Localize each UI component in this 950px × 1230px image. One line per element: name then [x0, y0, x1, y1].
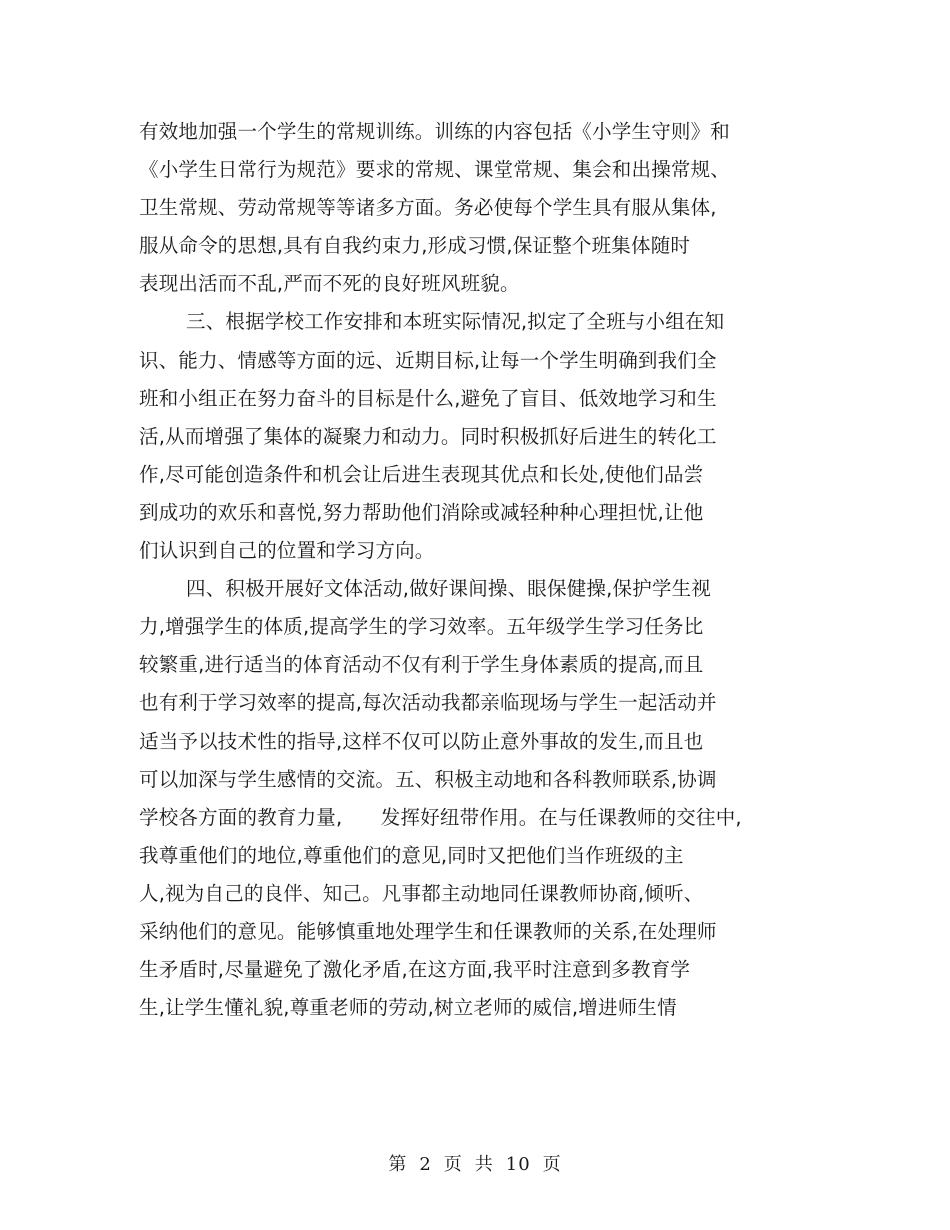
- text-line: 服从命令的思想,具有自我约束力,形成习惯,保证整个班集体随时: [139, 234, 691, 258]
- footer-total-prefix: 共: [474, 1154, 494, 1175]
- text-line: 学校各方面的教育力量, 发挥好纽带作用。在与任课教师的交往中,: [139, 805, 742, 829]
- text-line: 班和小组正在努力奋斗的目标是什么,避免了盲目、低效地学习和生: [139, 386, 717, 410]
- text-line: 可以加深与学生感情的交流。五、积极主动地和各科教师联系,协调: [139, 767, 717, 791]
- text-line: 卫生常规、劳动常规等等诸多方面。务必使每个学生具有服从集体,: [139, 196, 717, 220]
- footer-suffix: 页: [542, 1154, 562, 1175]
- paragraph-start-line: 四、积极开展好文体活动,做好课间操、眼保健操,保护学生视: [186, 577, 711, 601]
- page-footer: [0, 1150, 950, 1176]
- text-line: 我尊重他们的地位,尊重他们的意见,同时又把他们当作班级的主: [139, 843, 684, 867]
- footer-prefix: 第: [388, 1154, 408, 1175]
- document-body: [139, 113, 779, 1027]
- text-line: 力,增强学生的体质,提高学生的学习效率。五年级学生学习任务比: [139, 615, 704, 639]
- text-line: 有效地加强一个学生的常规训练。训练的内容包括《小学生守则》和: [139, 120, 731, 143]
- text-line: 表现出活而不乱,严而不死的良好班风班貌。: [139, 272, 520, 296]
- footer-current-page: 2: [419, 1154, 432, 1175]
- text-line: 《小学生日常行为规范》要求的常规、课堂常规、集会和出操常规、: [139, 158, 731, 182]
- text-line: 较繁重,进行适当的体育活动不仅有利于学生身体素质的提高,而且: [139, 653, 704, 677]
- text-line: 适当予以技术性的指导,这样不仅可以防止意外事故的发生,而且也: [139, 729, 704, 753]
- paragraph-start-line: 三、根据学校工作安排和本班实际情况,拟定了全班与小组在知: [186, 310, 725, 334]
- text-line: 活,从而增强了集体的凝聚力和动力。同时积极抓好后进生的转化工: [139, 424, 717, 448]
- text-line: 生矛盾时,尽量避免了激化矛盾,在这方面,我平时注意到多教育学: [139, 958, 691, 982]
- text-line: 到成功的欢乐和喜悦,努力帮助他们消除或减轻种种心理担忧,让他: [139, 500, 704, 524]
- footer-total-pages: 10: [505, 1154, 531, 1175]
- text-line: 采纳他们的意见。能够慎重地处理学生和任课教师的关系,在处理师: [139, 919, 717, 943]
- text-line: 生,让学生懂礼貌,尊重老师的劳动,树立老师的威信,增进师生情: [139, 996, 677, 1020]
- text-line: 也有利于学习效率的提高,每次活动我都亲临现场与学生一起活动并: [139, 691, 717, 715]
- text-line: 人,视为自己的良伴、知己。凡事都主动地同任课教师协商,倾听、: [139, 881, 704, 905]
- footer-page-word: 页: [443, 1154, 463, 1175]
- text-line: 识、能力、情感等方面的远、近期目标,让每一个学生明确到我们全: [139, 348, 717, 372]
- text-line: 们认识到自己的位置和学习方向。: [139, 539, 435, 563]
- text-line: 作,尽可能创造条件和机会让后进生表现其优点和长处,使他们品尝: [139, 462, 704, 486]
